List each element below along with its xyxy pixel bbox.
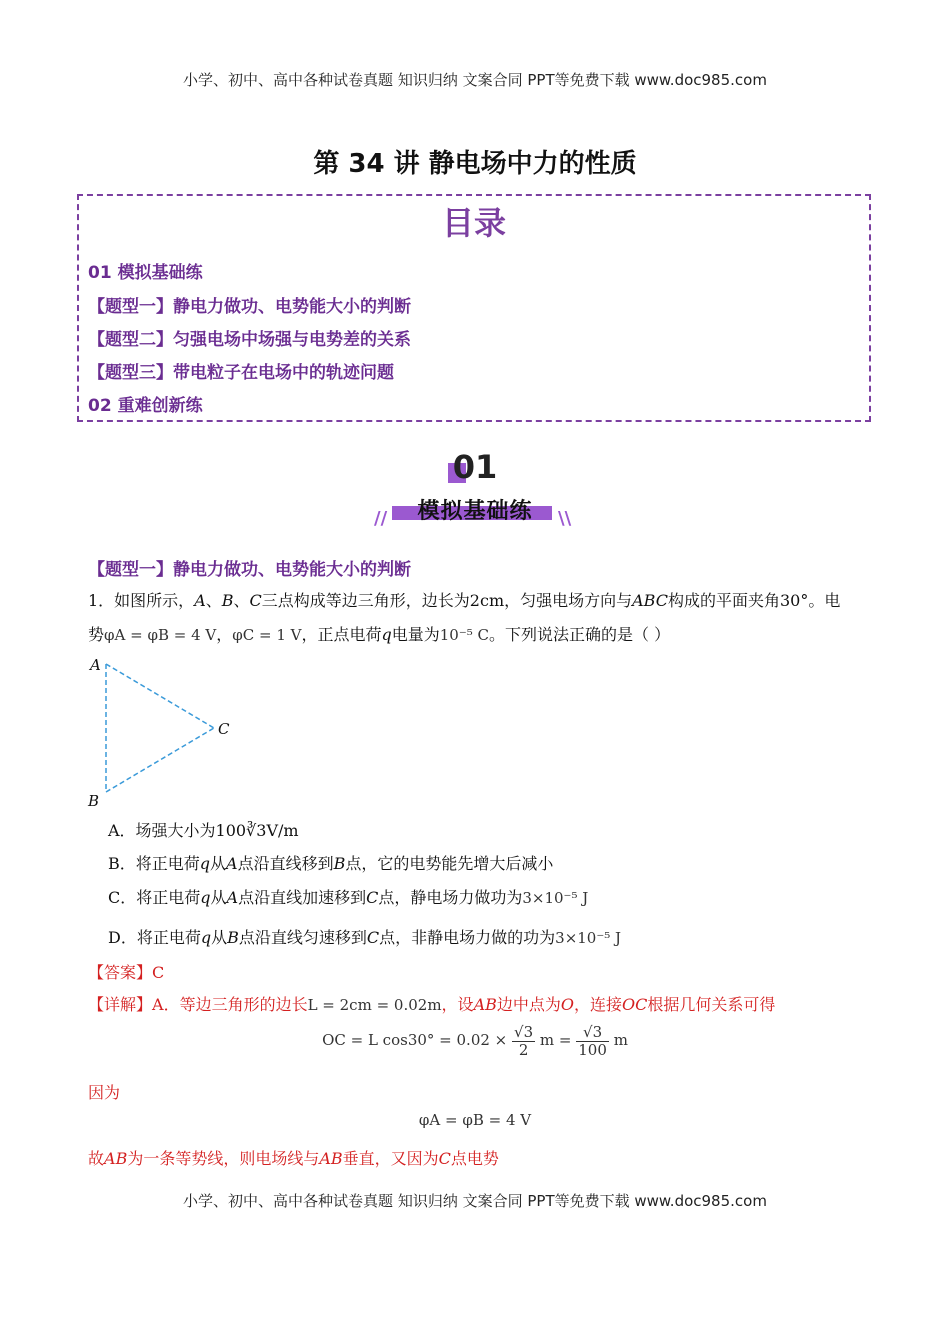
section-slash-left: // <box>374 508 388 529</box>
section-slash-right: \\ <box>558 508 572 529</box>
toc-item[interactable]: 02 重难创新练 <box>88 396 203 416</box>
edge-ac <box>106 664 214 728</box>
question-line-2: 势φA = φB = 4 V，φC = 1 V，正点电荷q电量为10⁻⁵ C。下列说法正确的是（ ） <box>88 625 671 644</box>
page-footer: 小学、初中、高中各种试卷真题 知识归纳 文案合同 PPT等免费下载 www.doc985.com <box>183 1192 767 1210</box>
vertex-label-b: B <box>88 792 100 810</box>
section-number: 01 <box>452 448 498 486</box>
page-header: 小学、初中、高中各种试卷真题 知识归纳 文案合同 PPT等免费下载 www.doc985.com <box>183 71 767 89</box>
formula-phi: φA = φB = 4 V <box>418 1111 532 1129</box>
option-d[interactable]: D．将正电荷q从B点沿直线匀速移到C点，非静电场力做的功为3×10⁻⁵ J <box>108 928 622 947</box>
toc-item[interactable]: 【题型一】静电力做功、电势能大小的判断 <box>88 297 411 317</box>
explain-line-1: 【详解】A．等边三角形的边长L = 2cm = 0.02m，设AB边中点为O，连接OC根据几何关系可得 <box>88 995 776 1014</box>
because-line: 因为 <box>88 1083 121 1102</box>
toc-item[interactable]: 【题型三】带电粒子在电场中的轨迹问题 <box>88 363 394 383</box>
explain-last-line: 故AB为一条等势线，则电场线与AB垂直，又因为C点电势 <box>88 1149 499 1168</box>
vertex-label-a: A <box>90 656 101 674</box>
question-line-1: 1．如图所示，A、B、C三点构成等边三角形，边长为2cm，匀强电场方向与ABC构成的平面夹角30°。电 <box>88 591 841 610</box>
formula-oc: OC = L cos30° = 0.02 × $\frac{√3}{2}$ m = $\frac{√3}{100}$ m <box>322 1023 628 1059</box>
toc-item[interactable]: 【题型二】匀强电场中场强与电势差的关系 <box>88 330 411 350</box>
edge-bc <box>106 728 214 792</box>
triangle-figure <box>82 652 242 812</box>
toc-item[interactable]: 01 模拟基础练 <box>88 263 203 283</box>
option-c[interactable]: C．将正电荷q从A点沿直线加速移到C点，静电场力做功为3×10⁻⁵ J <box>108 888 589 907</box>
answer-line: 【答案】C <box>88 963 165 982</box>
vertex-label-c: C <box>218 720 230 738</box>
option-a[interactable]: A．场强大小为100∛3V/m <box>108 821 299 840</box>
toc-heading: 目录 <box>441 204 506 242</box>
option-b[interactable]: B．将正电荷q从A点沿直线移到B点，它的电势能先增大后减小 <box>108 854 554 873</box>
type-title: 【题型一】静电力做功、电势能大小的判断 <box>88 560 411 580</box>
page-title: 第 34 讲 静电场中力的性质 <box>313 149 637 179</box>
section-label: 模拟基础练 <box>417 499 533 524</box>
